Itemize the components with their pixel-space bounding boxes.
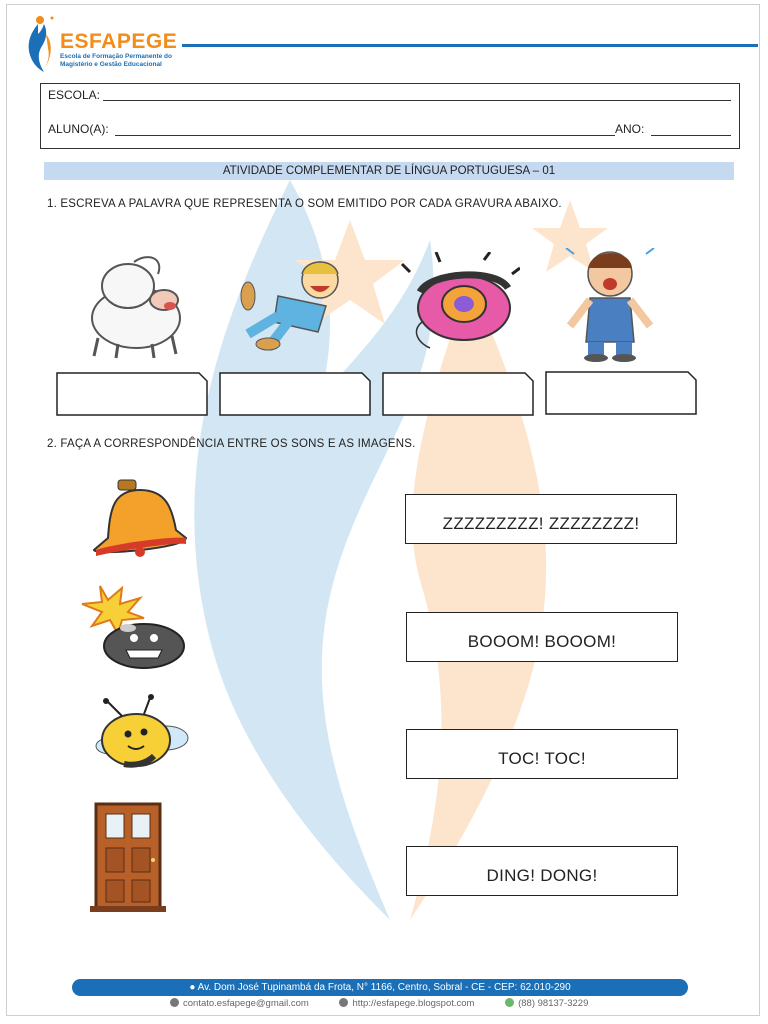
- sound-box-2[interactable]: [406, 612, 678, 662]
- esfapege-logo: [22, 12, 182, 72]
- logo-subtitle: Escola de Formação Permanente do Magistério e Gestão Educacional: [60, 53, 172, 68]
- aluno-field[interactable]: [115, 135, 615, 136]
- footer-address-bar: [72, 979, 688, 996]
- footer-phone: (88) 98137-3229: [518, 998, 589, 1009]
- activity-title: ATIVIDADE COMPLEMENTAR DE LÍNGUA PORTUGUESA – 01: [44, 162, 734, 180]
- crying-child-icon: [560, 248, 660, 362]
- location-pin-icon: ●: [189, 982, 196, 993]
- sound-box-4[interactable]: [406, 846, 678, 896]
- answer-box-3[interactable]: [382, 372, 534, 416]
- email-icon: [170, 998, 179, 1007]
- escola-field[interactable]: [103, 100, 731, 101]
- sound-label-2: BOOOM! BOOOM!: [467, 632, 617, 651]
- escola-label: ESCOLA:: [48, 88, 101, 102]
- ano-field[interactable]: [651, 135, 731, 136]
- logo-name: ESFAPEGE: [60, 30, 178, 53]
- footer-address: Av. Dom José Tupinambá da Frota, N° 1166, Centro, Sobral - CE - CEP: 62.010-290: [197, 982, 571, 993]
- sound-label-4: DING! DONG!: [486, 866, 598, 885]
- bell-icon: [92, 478, 188, 562]
- header-line: [182, 44, 758, 47]
- bomb-icon: [78, 584, 188, 670]
- laughing-boy-icon: [238, 256, 354, 352]
- web-icon: [339, 998, 348, 1007]
- sound-label-3: TOC! TOC!: [498, 749, 586, 768]
- answer-box-1[interactable]: [56, 372, 208, 416]
- door-icon: [90, 802, 166, 912]
- sound-box-1[interactable]: [405, 494, 677, 544]
- footer-email[interactable]: contato.esfapege@gmail.com: [183, 998, 309, 1009]
- question-2: 2. FAÇA A CORRESPONDÊNCIA ENTRE OS SONS E AS IMAGENS.: [47, 438, 416, 450]
- sound-box-3[interactable]: [406, 729, 678, 779]
- footer-contacts: [170, 998, 616, 1009]
- whatsapp-icon: [505, 998, 514, 1007]
- ano-label: ANO:: [615, 122, 645, 136]
- sheep-icon: [78, 248, 190, 360]
- student-info-box: [40, 83, 740, 149]
- answer-box-4[interactable]: [545, 371, 697, 415]
- aluno-label: ALUNO(A):: [48, 122, 109, 136]
- answer-box-2[interactable]: [219, 372, 371, 416]
- sound-label-1: ZZZZZZZZZ! ZZZZZZZZ!: [442, 514, 640, 533]
- ringing-telephone-icon: [400, 252, 520, 352]
- logo-flame-icon: [22, 12, 56, 72]
- bee-icon: [84, 694, 194, 780]
- footer-website[interactable]: http://esfapege.blogspot.com: [352, 998, 475, 1009]
- question-1: 1. ESCREVA A PALAVRA QUE REPRESENTA O SOM EMITIDO POR CADA GRAVURA ABAIXO.: [47, 198, 562, 210]
